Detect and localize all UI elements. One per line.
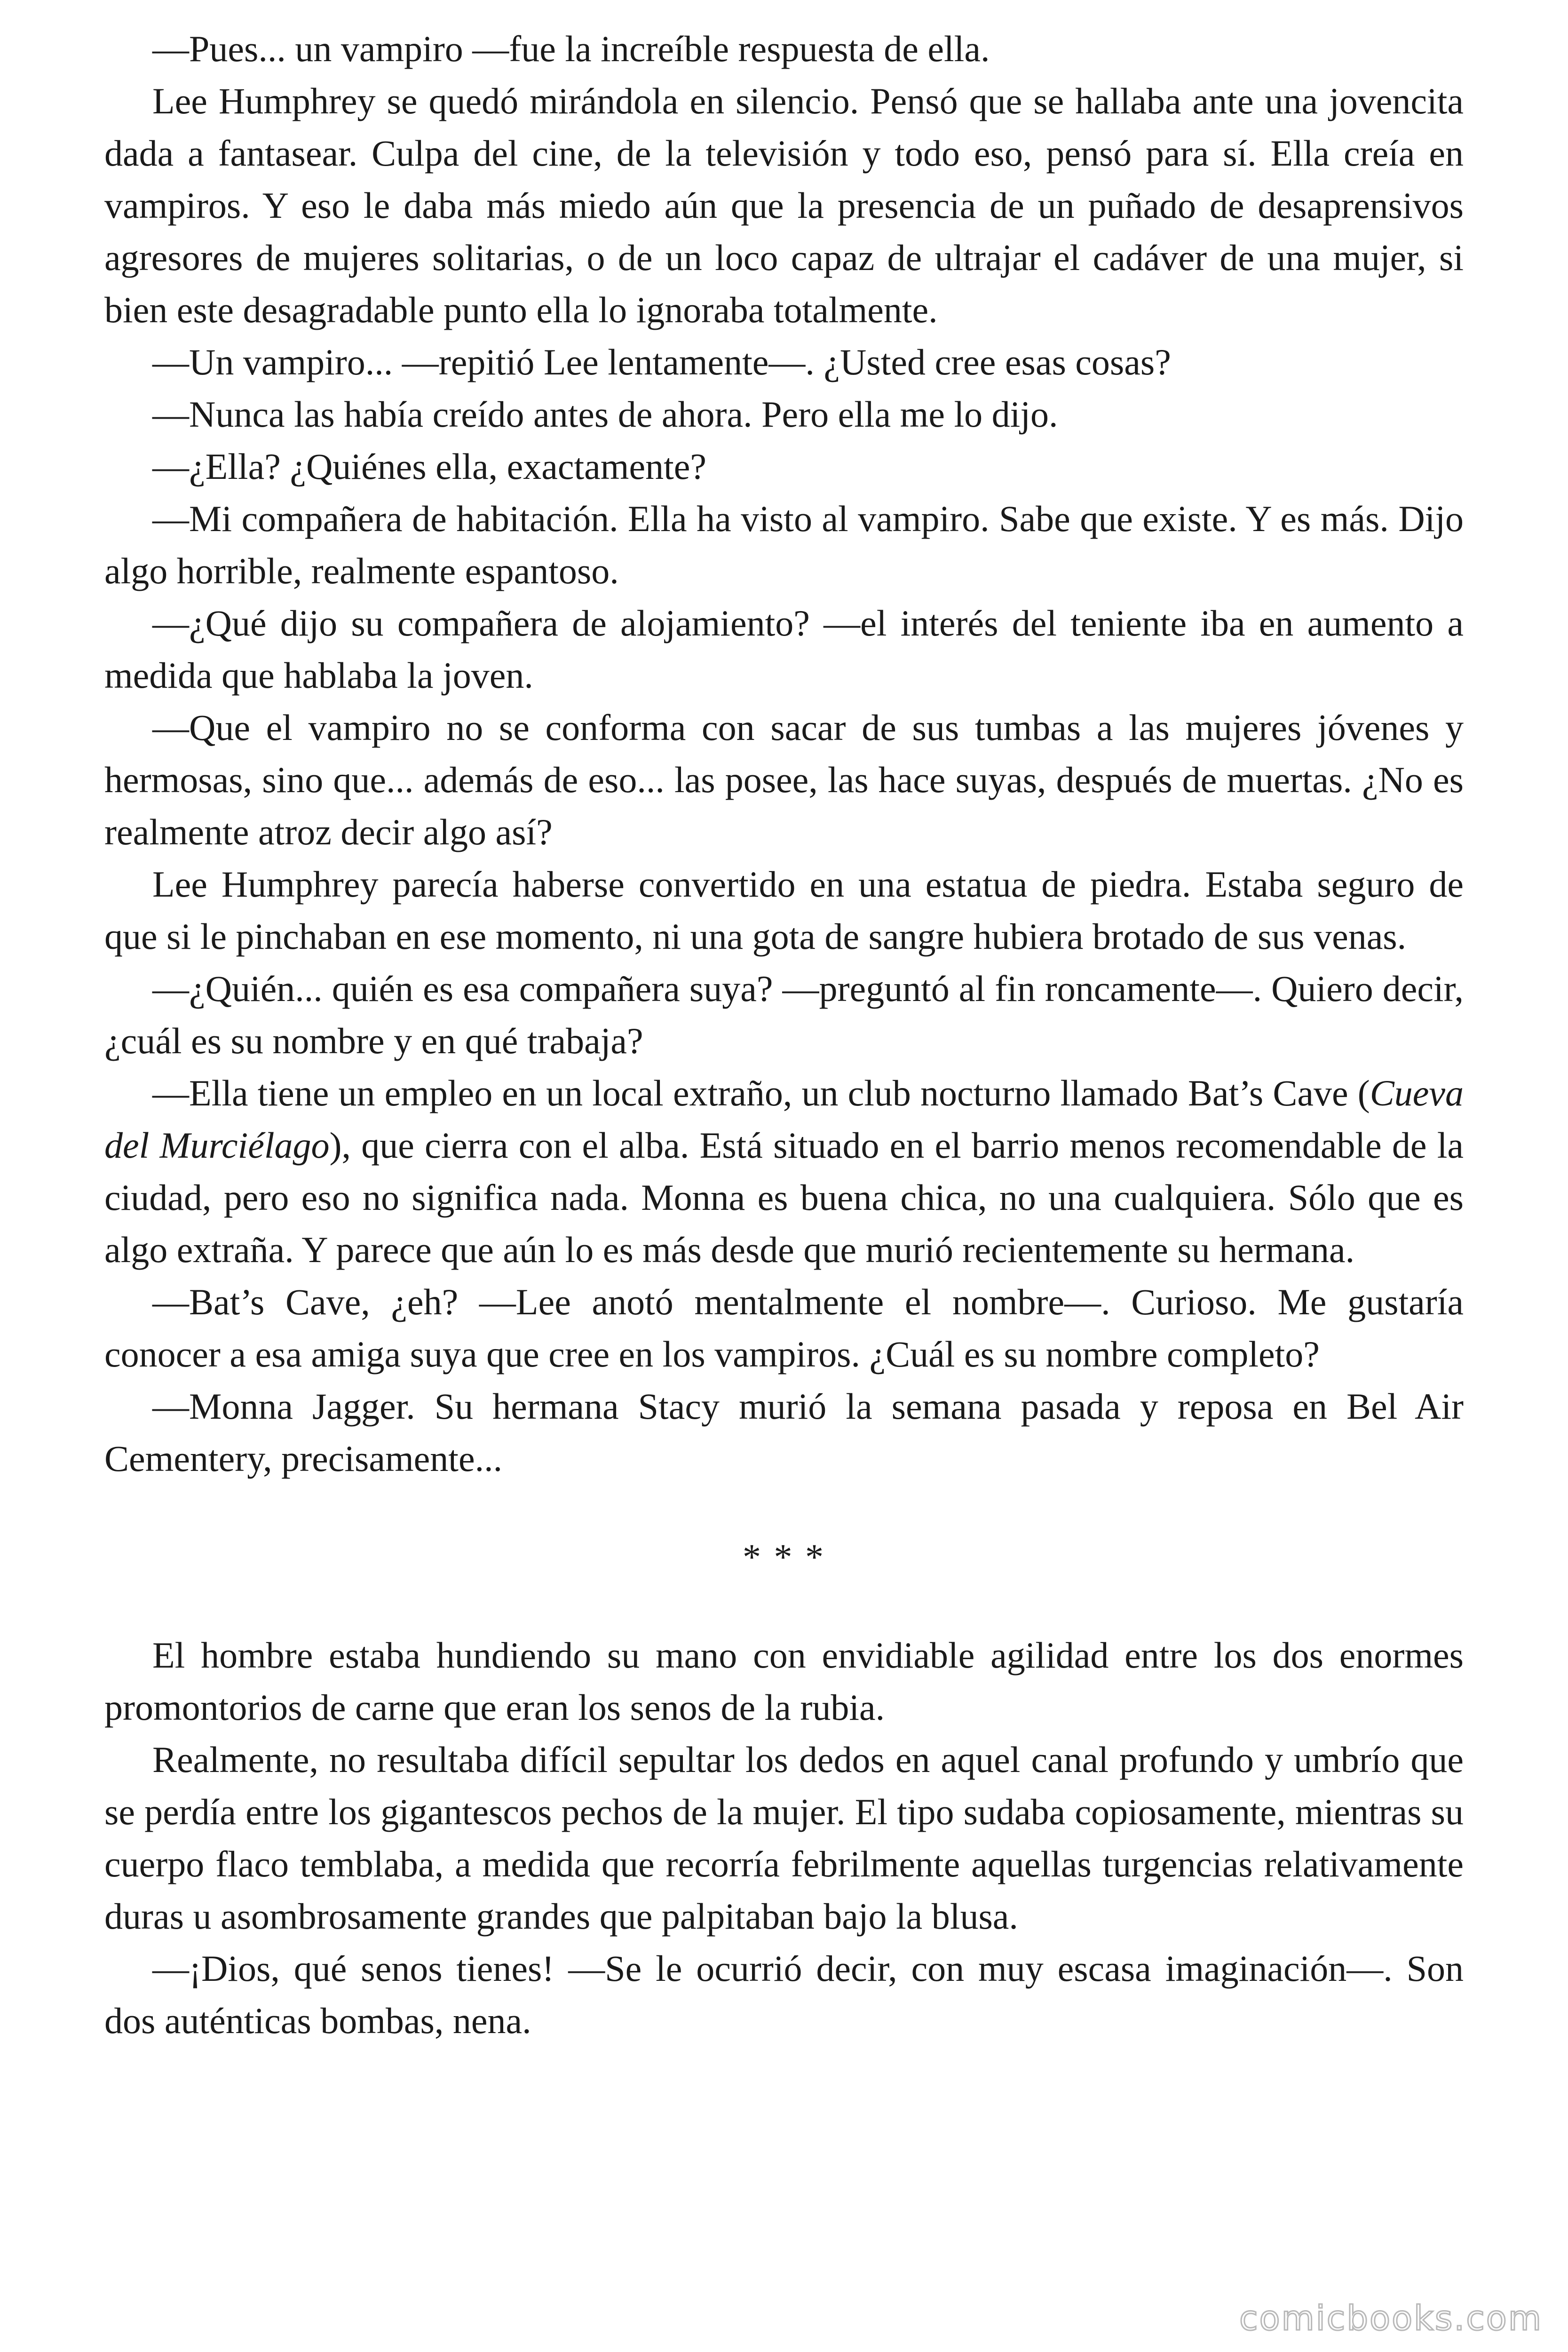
paragraph: Lee Humphrey se quedó mirándola en silencio. Pensó que se hallaba ante una jovencita dada a fantasear. Culpa del cine, de la televisión y todo eso, pensó para sí. Ella creía en vampiros. Y eso le daba más miedo aún que la presencia de un puñado de desaprensivos agresores de mujeres solitarias, o de un loco capaz de ultrajar el cadáver de una mujer, si bien este desagradable punto ella lo ignoraba totalmente. bbox=[104, 80, 1464, 330]
paragraph: El hombre estaba hundiendo su mano con envidiable agilidad entre los dos enormes promontorios de carne que eran los senos de la rubia. bbox=[104, 1635, 1464, 1728]
paragraph: —Bat’s Cave, ¿eh? —Lee anotó mentalmente el nombre—. Curioso. Me gustaría conocer a esa amiga suya que cree en los vampiros. ¿Cuál es su nombre completo? bbox=[104, 1281, 1464, 1375]
paragraph: Realmente, no resultaba difícil sepultar los dedos en aquel canal profundo y umbrío que se perdía entre los gigantescos pechos de la mujer. El tipo sudaba copiosamente, mientras su cuerpo flaco temblaba, a medida que recorría febrilmente aquellas turgencias relativamente duras u asombrosamente grandes que palpitaban bajo la blusa. bbox=[104, 1739, 1464, 1937]
scene-separator: * * * bbox=[743, 1536, 825, 1577]
italic-translation: Cueva del Murciélago bbox=[104, 1073, 1464, 1166]
paragraph: Lee Humphrey parecía haberse convertido en una estatua de piedra. Estaba seguro de que si le pinchaban en ese momento, ni una gota de sangre hubiera brotado de sus venas. bbox=[104, 864, 1464, 957]
paragraph: —¡Dios, qué senos tienes! —Se le ocurrió decir, con muy escasa imaginación—. Son dos auténticas bombas, nena. bbox=[104, 1948, 1464, 2041]
paragraph: —¿Qué dijo su compañera de alojamiento? —el interés del teniente iba en aumento a medida que hablaba la joven. bbox=[104, 603, 1464, 696]
paragraph: —Monna Jagger. Su hermana Stacy murió la semana pasada y reposa en Bel Air Cementery, precisamente... bbox=[104, 1386, 1464, 1479]
paragraph: —¿Quién... quién es esa compañera suya? —preguntó al fin roncamente—. Quiero decir, ¿cuál es su nombre y en qué trabaja? bbox=[104, 968, 1464, 1061]
text-segment: —Ella tiene un empleo en un local extraño, un club nocturno llamado Bat’s Cave ( bbox=[152, 1073, 1370, 1113]
paragraph: —Nunca las había creído antes de ahora. Pero ella me lo dijo. bbox=[152, 394, 1058, 435]
paragraph: —Que el vampiro no se conforma con sacar de sus tumbas a las mujeres jóvenes y hermosas, sino que... además de eso... las posee, las hace suyas, después de muertas. ¿No es realmente atroz decir algo así? bbox=[104, 707, 1464, 852]
page-text bbox=[104, 23, 1464, 2047]
paragraph: —Un vampiro... —repitió Lee lentamente—. ¿Usted cree esas cosas? bbox=[152, 342, 1171, 382]
text-segment: ), que cierra con el alba. Está situado en el barrio menos recomendable de la ciudad, pero eso no significa nada. Monna es buena chica, no una cualquiera. Sólo que es algo extraña. Y parece que aún lo es más desde que murió recientemente su hermana. bbox=[104, 1125, 1464, 1270]
paragraph-bat-cave bbox=[104, 1067, 1464, 1276]
paragraph: —Mi compañera de habitación. Ella ha visto al vampiro. Sabe que existe. Y es más. Dijo algo horrible, realmente espantoso. bbox=[104, 498, 1464, 591]
watermark: comicbooks.com bbox=[1239, 2298, 1543, 2338]
paragraph: —¿Ella? ¿Quiénes ella, exactamente? bbox=[152, 446, 706, 487]
paragraph: —Pues... un vampiro —fue la increíble respuesta de ella. bbox=[152, 28, 990, 69]
